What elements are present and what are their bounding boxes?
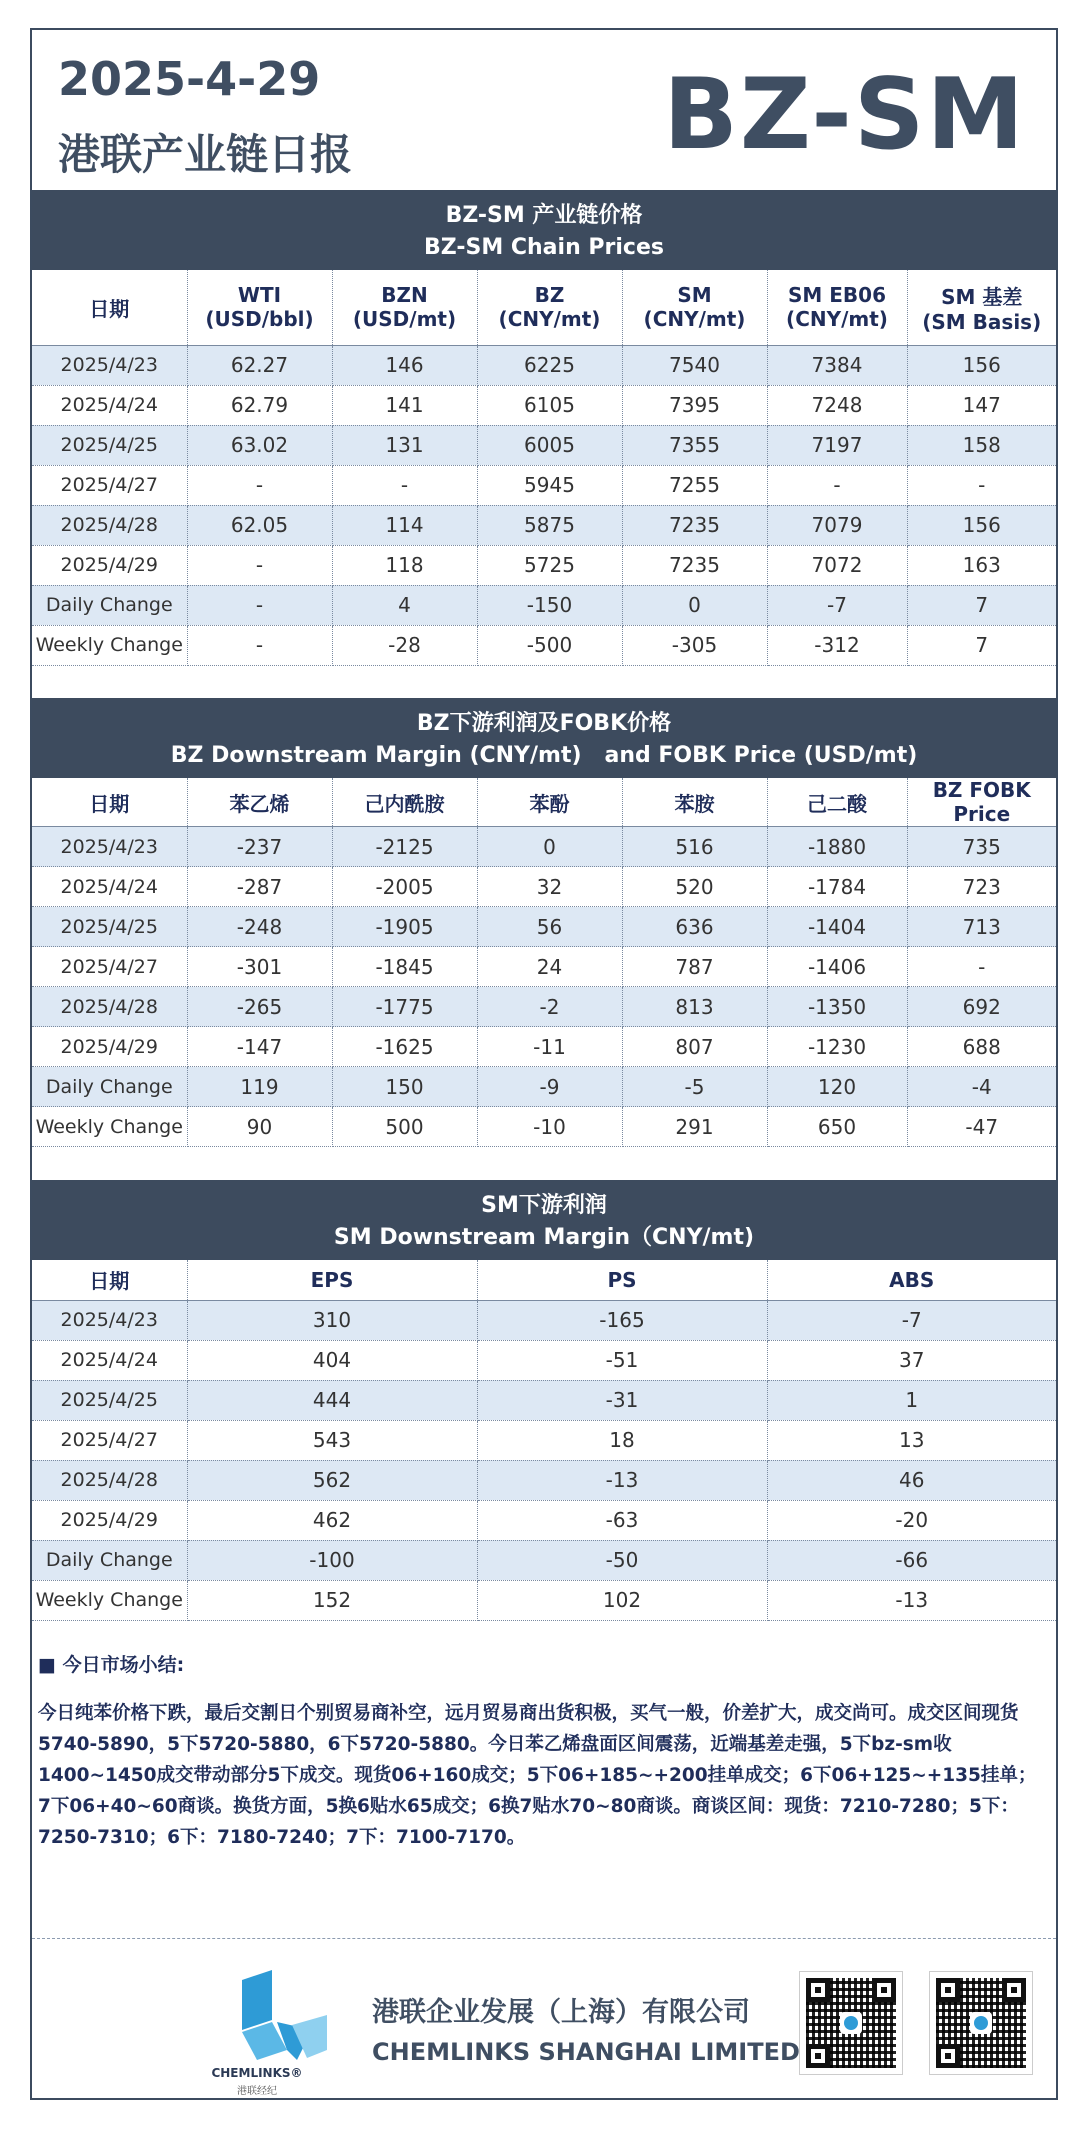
header-main: SM: [677, 283, 712, 308]
company-name-en: CHEMLINKS SHANGHAI LIMITED: [372, 2038, 800, 2066]
row-label: Daily Change: [32, 1067, 187, 1107]
table-cell: 120: [767, 1067, 907, 1107]
row-label: 2025/4/25: [32, 425, 187, 465]
header-main: BZN: [381, 283, 428, 308]
table-cell: 102: [477, 1580, 767, 1620]
table-cell: -150: [477, 585, 622, 625]
table-cell: -165: [477, 1300, 767, 1340]
row-label: 2025/4/28: [32, 1460, 187, 1500]
table-cell: 735: [907, 827, 1056, 867]
sm-section-bar: [32, 1180, 1056, 1260]
chain-col-header: [187, 270, 332, 345]
header-unit: (SM Basis): [922, 309, 1042, 334]
qr-code-2-icon: [930, 1972, 1032, 2074]
table-cell: 7355: [622, 425, 767, 465]
table-cell: 6225: [477, 345, 622, 385]
table-row: [32, 867, 1056, 907]
table-cell: -248: [187, 907, 332, 947]
header-main: BZ: [534, 283, 565, 308]
header-main: SM 基差: [941, 284, 1023, 309]
table-cell: -1905: [332, 907, 477, 947]
table-cell: 650: [767, 1107, 907, 1147]
report-title: 港联产业链日报: [58, 130, 353, 179]
table-cell: -: [187, 545, 332, 585]
table-row: [32, 545, 1056, 585]
table-cell: 723: [907, 867, 1056, 907]
chain-col-header: [907, 270, 1056, 345]
table-cell: -1230: [767, 1027, 907, 1067]
table-cell: 141: [332, 385, 477, 425]
table-cell: -305: [622, 625, 767, 665]
row-label: 2025/4/28: [32, 987, 187, 1027]
table-row: [32, 1340, 1056, 1380]
table-row: [32, 1540, 1056, 1580]
table-cell: -: [907, 947, 1056, 987]
bz-col-header: 己二酸: [767, 778, 907, 827]
table-cell: 6105: [477, 385, 622, 425]
bz-section-bar: [32, 698, 1056, 778]
table-cell: -: [187, 465, 332, 505]
table-cell: -1880: [767, 827, 907, 867]
chain-section-bar: [32, 190, 1056, 270]
table-cell: 63.02: [187, 425, 332, 465]
table-cell: 24: [477, 947, 622, 987]
row-label: 2025/4/23: [32, 827, 187, 867]
table-cell: 0: [477, 827, 622, 867]
table-cell: -1625: [332, 1027, 477, 1067]
bz-col-header: 苯酚: [477, 778, 622, 827]
row-label: 2025/4/27: [32, 1420, 187, 1460]
table-cell: 147: [907, 385, 1056, 425]
table-row: [32, 625, 1056, 665]
table-row: [32, 987, 1056, 1027]
table-cell: 150: [332, 1067, 477, 1107]
table-cell: 146: [332, 345, 477, 385]
row-label: 2025/4/28: [32, 505, 187, 545]
sm-title-en: SM Downstream Margin（CNY/mt): [333, 1225, 755, 1250]
table-row: [32, 385, 1056, 425]
table-cell: 7540: [622, 345, 767, 385]
report-page: [30, 28, 1058, 2100]
chain-title-cn: BZ-SM 产业链价格: [445, 203, 643, 228]
table-cell: 813: [622, 987, 767, 1027]
table-cell: 18: [477, 1420, 767, 1460]
table-cell: 516: [622, 827, 767, 867]
table-cell: -237: [187, 827, 332, 867]
table-cell: -47: [907, 1107, 1056, 1147]
table-row: [32, 1500, 1056, 1540]
table-cell: -51: [477, 1340, 767, 1380]
table-cell: -5: [622, 1067, 767, 1107]
row-label: 2025/4/29: [32, 545, 187, 585]
table-cell: 4: [332, 585, 477, 625]
table-row: [32, 1300, 1056, 1340]
qr-code-1-icon: [800, 1972, 902, 2074]
table-cell: 7072: [767, 545, 907, 585]
table-cell: 6005: [477, 425, 622, 465]
table-row: [32, 345, 1056, 385]
row-label: Daily Change: [32, 1540, 187, 1580]
chain-col-header: [477, 270, 622, 345]
table-cell: -1784: [767, 867, 907, 907]
table-cell: 62.79: [187, 385, 332, 425]
table-cell: 636: [622, 907, 767, 947]
table-cell: -66: [767, 1540, 1056, 1580]
summary-body: 今日纯苯价格下跌，最后交割日个别贸易商补空，远月贸易商出货积极，买气一般，价差扩大，成交尚可。成交区间现货5740-5890，5下5720-5880，6下5720-5880。今日苯乙烯盘面区间震荡，近端基差走强，5下bz-sm收1400~1450成交带动部分5下成交。现货06+160成交；5下06+185~+200挂单成交；6下06+125~+135挂单；7下06+40~60商谈。换货方面，5换6贴水65成交；6换7贴水70~80商谈。商谈区间：现货：7210-7280；5下：7250-7310；6下：7180-7240；7下：7100-7170。: [38, 1703, 1037, 1848]
table-cell: -1406: [767, 947, 907, 987]
bz-col-header: 苯乙烯: [187, 778, 332, 827]
row-label: 2025/4/24: [32, 385, 187, 425]
bz-margin-table: [32, 778, 1056, 1147]
table-cell: 7079: [767, 505, 907, 545]
table-row: [32, 465, 1056, 505]
table-row: [32, 947, 1056, 987]
row-label: 2025/4/25: [32, 907, 187, 947]
table-cell: 114: [332, 505, 477, 545]
sm-col-header: PS: [477, 1260, 767, 1300]
table-cell: -147: [187, 1027, 332, 1067]
header-unit: (CNY/mt): [643, 307, 746, 332]
logo-subtitle: 港联经纪: [237, 2086, 277, 2097]
chemlinks-logo-icon: [232, 1970, 342, 2080]
table-cell: 37: [767, 1340, 1056, 1380]
table-cell: 7255: [622, 465, 767, 505]
table-cell: 90: [187, 1107, 332, 1147]
table-cell: 13: [767, 1420, 1056, 1460]
table-row: [32, 1107, 1056, 1147]
header-unit: (CNY/mt): [786, 307, 888, 332]
table-cell: -2005: [332, 867, 477, 907]
table-cell: 131: [332, 425, 477, 465]
table-cell: 56: [477, 907, 622, 947]
row-label: Weekly Change: [32, 1580, 187, 1620]
table-cell: -: [907, 465, 1056, 505]
table-cell: 520: [622, 867, 767, 907]
chain-col-header: [622, 270, 767, 345]
table-cell: -500: [477, 625, 622, 665]
row-label: 2025/4/24: [32, 1340, 187, 1380]
table-cell: -100: [187, 1540, 477, 1580]
table-cell: 158: [907, 425, 1056, 465]
table-cell: 404: [187, 1340, 477, 1380]
table-cell: 310: [187, 1300, 477, 1340]
table-cell: 0: [622, 585, 767, 625]
sm-title-cn: SM下游利润: [481, 1193, 607, 1218]
table-cell: 32: [477, 867, 622, 907]
sm-margin-table: [32, 1260, 1056, 1621]
table-cell: -1350: [767, 987, 907, 1027]
table-cell: 156: [907, 505, 1056, 545]
table-cell: -301: [187, 947, 332, 987]
table-cell: -2125: [332, 827, 477, 867]
table-cell: 7: [907, 625, 1056, 665]
table-cell: -287: [187, 867, 332, 907]
table-cell: 46: [767, 1460, 1056, 1500]
table-cell: 7384: [767, 345, 907, 385]
table-cell: -265: [187, 987, 332, 1027]
table-cell: -10: [477, 1107, 622, 1147]
logo-name: CHEMLINKS®: [211, 2066, 303, 2080]
table-row: [32, 907, 1056, 947]
table-cell: -: [332, 465, 477, 505]
table-row: [32, 1460, 1056, 1500]
table-cell: -7: [767, 1300, 1056, 1340]
table-cell: -11: [477, 1027, 622, 1067]
table-row: [32, 1067, 1056, 1107]
sm-col-header: EPS: [187, 1260, 477, 1300]
table-cell: -4: [907, 1067, 1056, 1107]
row-label: 2025/4/27: [32, 947, 187, 987]
table-cell: 7235: [622, 505, 767, 545]
summary-title: ■ 今日市场小结:: [38, 1654, 185, 1676]
table-cell: -2: [477, 987, 622, 1027]
table-cell: -7: [767, 585, 907, 625]
table-cell: 787: [622, 947, 767, 987]
table-cell: 119: [187, 1067, 332, 1107]
table-row: [32, 425, 1056, 465]
table-cell: -28: [332, 625, 477, 665]
header-unit: (CNY/mt): [498, 307, 601, 332]
table-cell: 156: [907, 345, 1056, 385]
table-cell: -50: [477, 1540, 767, 1580]
table-cell: 500: [332, 1107, 477, 1147]
bz-col-header: BZ FOBK Price: [907, 778, 1056, 827]
table-row: [32, 827, 1056, 867]
report-header: [32, 30, 1056, 190]
table-cell: 5725: [477, 545, 622, 585]
table-row: [32, 1027, 1056, 1067]
table-cell: -1404: [767, 907, 907, 947]
table-cell: 7248: [767, 385, 907, 425]
table-row: [32, 505, 1056, 545]
table-cell: -: [767, 465, 907, 505]
table-cell: -9: [477, 1067, 622, 1107]
table-row: [32, 1580, 1056, 1620]
table-cell: -20: [767, 1500, 1056, 1540]
bz-title-en: BZ Downstream Margin (CNY/mt) and FOBK Price (USD/mt): [170, 743, 918, 768]
table-cell: 5945: [477, 465, 622, 505]
footer-divider: [32, 1938, 1056, 1939]
product-code: BZ-SM: [663, 58, 1026, 172]
table-cell: 713: [907, 907, 1056, 947]
table-cell: 688: [907, 1027, 1056, 1067]
row-label: Weekly Change: [32, 1107, 187, 1147]
row-label: 2025/4/23: [32, 345, 187, 385]
table-cell: 692: [907, 987, 1056, 1027]
bz-col-header: 日期: [32, 778, 187, 827]
header-main: 日期: [89, 296, 130, 321]
table-cell: 7: [907, 585, 1056, 625]
table-cell: 62.27: [187, 345, 332, 385]
table-cell: 118: [332, 545, 477, 585]
company-name-cn: 港联企业发展（上海）有限公司: [372, 1997, 750, 2028]
table-cell: -31: [477, 1380, 767, 1420]
table-cell: -312: [767, 625, 907, 665]
header-main: WTI: [237, 283, 282, 308]
table-cell: 543: [187, 1420, 477, 1460]
table-cell: -1775: [332, 987, 477, 1027]
row-label: 2025/4/23: [32, 1300, 187, 1340]
table-cell: -63: [477, 1500, 767, 1540]
chain-title-en: BZ-SM Chain Prices: [424, 235, 664, 260]
row-label: 2025/4/25: [32, 1380, 187, 1420]
row-label: Weekly Change: [32, 625, 187, 665]
table-cell: 163: [907, 545, 1056, 585]
table-cell: 7235: [622, 545, 767, 585]
table-cell: 62.05: [187, 505, 332, 545]
bz-title-cn: BZ下游利润及FOBK价格: [416, 711, 672, 736]
bz-col-header: 己内酰胺: [332, 778, 477, 827]
table-cell: -1845: [332, 947, 477, 987]
table-cell: 807: [622, 1027, 767, 1067]
table-row: [32, 1420, 1056, 1460]
table-cell: 7197: [767, 425, 907, 465]
chain-col-header: [32, 270, 187, 345]
table-row: [32, 585, 1056, 625]
table-cell: 7395: [622, 385, 767, 425]
row-label: 2025/4/29: [32, 1027, 187, 1067]
header-unit: (USD/mt): [352, 307, 457, 332]
table-cell: -13: [477, 1460, 767, 1500]
row-label: Daily Change: [32, 585, 187, 625]
table-cell: 5875: [477, 505, 622, 545]
table-cell: 444: [187, 1380, 477, 1420]
table-row: [32, 1380, 1056, 1420]
table-cell: -13: [767, 1580, 1056, 1620]
table-cell: -: [187, 585, 332, 625]
chain-price-table: [32, 270, 1056, 666]
chain-col-header: [332, 270, 477, 345]
table-cell: 152: [187, 1580, 477, 1620]
table-cell: 562: [187, 1460, 477, 1500]
header-unit: (USD/bbl): [205, 307, 314, 332]
table-cell: -: [187, 625, 332, 665]
row-label: 2025/4/29: [32, 1500, 187, 1540]
chain-col-header: [767, 270, 907, 345]
table-cell: 462: [187, 1500, 477, 1540]
bz-col-header: 苯胺: [622, 778, 767, 827]
sm-col-header: 日期: [32, 1260, 187, 1300]
header-main: SM EB06: [787, 283, 886, 308]
sm-col-header: ABS: [767, 1260, 1056, 1300]
table-cell: 291: [622, 1107, 767, 1147]
row-label: 2025/4/24: [32, 867, 187, 907]
table-cell: 1: [767, 1380, 1056, 1420]
report-date: 2025-4-29: [58, 52, 321, 106]
row-label: 2025/4/27: [32, 465, 187, 505]
